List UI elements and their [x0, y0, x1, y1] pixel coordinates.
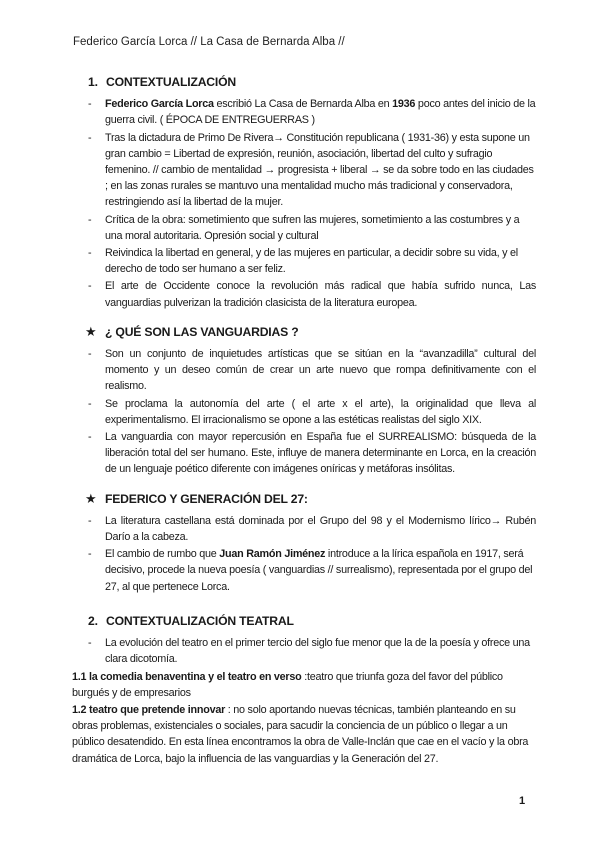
- dash-marker: -: [88, 431, 92, 444]
- text-span: introduce a la lírica española en 1917, será decisivo, procede la nueva poesía ( vanguardias // surrealismo), representada por el grupo del 27, al que pertenece Lorca.: [105, 548, 533, 593]
- list-item-text: Crítica de la obra: sometimiento que sufren las mujeres, sometimiento a las costumbres y a una moral autoritaria. Opresión social y cultural: [105, 213, 520, 242]
- list-item: [88, 278, 536, 310]
- page-number: 1: [519, 795, 526, 807]
- dash-marker: -: [88, 348, 92, 361]
- bullet-list: [88, 96, 536, 311]
- text-span: poco antes del inicio de la guerra civil. ( ÉPOCA DE ENTREGUERRAS ): [105, 98, 536, 127]
- section-number: 1.: [88, 75, 98, 89]
- bold-text: Federico García Lorca: [105, 98, 214, 111]
- list-item: [88, 212, 536, 244]
- list-item: [88, 96, 536, 128]
- bullet-list: [88, 635, 536, 667]
- dash-marker: -: [88, 514, 92, 527]
- section-vanguardias: [85, 323, 536, 340]
- list-item-text: La literatura castellana está dominada por el Grupo del 98 y el Modernismo lírico→ Rubén Darío a la cabeza.: [105, 514, 536, 544]
- list-item: [88, 429, 536, 478]
- section-title: ¿ QUÉ SON LAS VANGUARDIAS ?: [105, 324, 299, 339]
- list-item: [88, 130, 536, 211]
- star-icon: ★: [85, 323, 97, 339]
- list-item-text: Reivindica la libertad en general, y de las mujeres en particular, a decidir sobre su vida, y el derecho de todo ser humano a ser feliz.: [105, 247, 518, 276]
- section-title: CONTEXTUALIZACIÓN TEATRAL: [106, 613, 294, 628]
- list-item: [88, 546, 536, 595]
- dash-marker: -: [88, 247, 92, 260]
- text-span: escribió La Casa de Bernarda Alba en: [213, 98, 393, 111]
- section-title: CONTEXTUALIZACIÓN: [106, 75, 236, 89]
- subsection-title: 1.2 teatro que pretende innovar: [72, 703, 228, 716]
- list-item-text: La evolución del teatro en el primer tercio del siglo fue menor que la de la poesía y ofrece una clara dicotomía.: [105, 637, 530, 666]
- bold-text: Juan Ramón Jiménez: [219, 548, 326, 561]
- list-item-text: Se proclama la autonomía del arte ( el arte x el arte), la originalidad que lleva al experimentalismo. El irracionalismo se opone a las estéticas realistas del siglo XIX.: [105, 397, 536, 426]
- dash-marker: -: [88, 213, 92, 226]
- list-item: [88, 635, 536, 667]
- list-item-text: El arte de Occidente conoce la revolución más radical que había sufrido nunca, Las vanguardias pulverizan la tradición clasicista de la literatura europea.: [105, 280, 536, 309]
- section-contextualizacion: [88, 74, 536, 90]
- subsection-title: 1.1 la comedia benaventina y el teatro en verso: [72, 670, 305, 683]
- list-item: [88, 245, 536, 277]
- dash-marker: -: [88, 397, 92, 410]
- section-contextualizacion-teatral: [88, 613, 536, 629]
- list-item-text: Tras la dictadura de Primo De Rivera→ Constitución republicana ( 1931-36) y esta supone un gran cambio = Libertad de expresión, reunión, asociación, libertad del culto y sufragio femenino. // cambio de mentalidad → progresista + liberal → se da sobre todo en las ciudades ; en las zonas rurales se mantuvo una mentalidad mucho más tradicional y conservadora, restringiendo así la libertad de la mujer.: [105, 131, 534, 209]
- section-title: FEDERICO Y GENERACIÓN DEL 27:: [105, 491, 308, 506]
- star-icon: ★: [85, 490, 97, 506]
- dash-marker: -: [88, 98, 92, 111]
- list-item-text: La vanguardia con mayor repercusión en España fue el SURREALISMO: búsqueda de la liberación total del ser humano. Este, influye de manera determinante en Lorca, en la creación de un lenguaje poético diferente con imágenes oníricas y metáforas insólitas.: [105, 431, 536, 476]
- subsection-comedia-benaventina: [72, 669, 540, 701]
- dash-marker: -: [88, 637, 92, 650]
- text-span: El cambio de rumbo que: [105, 548, 220, 561]
- document-body: [72, 74, 536, 767]
- list-item-text: Son un conjunto de inquietudes artísticas que se sitúan en la “avanzadilla” cultural del momento y un deseo común de crear un arte nuevo que rompa definitivamente con el realismo.: [105, 348, 536, 393]
- list-item: [88, 396, 536, 428]
- subsection-teatro-innovador: [72, 702, 540, 767]
- dash-marker: -: [88, 548, 92, 561]
- subsection-text: : no solo aportando nuevas técnicas, también planteando en su obras problemas, existenciales o sociales, para sacudir la conciencia de un público o llegar a un público desatendido. En esta línea encontramos la obra de Valle-Inclán que cae en el vacío y la obra dramática de Lorca, bajo la influencia de las vanguardias y la Generación del 27.: [72, 703, 529, 765]
- bullet-list: [88, 346, 536, 478]
- list-item: [88, 513, 536, 545]
- list-item: [88, 346, 536, 395]
- bullet-list: [88, 513, 536, 595]
- bold-text: 1936: [392, 98, 416, 111]
- section-number: 2.: [88, 613, 98, 628]
- section-generacion-27: [85, 490, 536, 507]
- running-header: Federico García Lorca // La Casa de Bernarda Alba //: [73, 36, 345, 48]
- dash-marker: -: [88, 131, 92, 144]
- dash-marker: -: [88, 280, 92, 293]
- subsection-text: :teatro que triunfa goza del favor del público burgués y de empresarios: [72, 670, 503, 699]
